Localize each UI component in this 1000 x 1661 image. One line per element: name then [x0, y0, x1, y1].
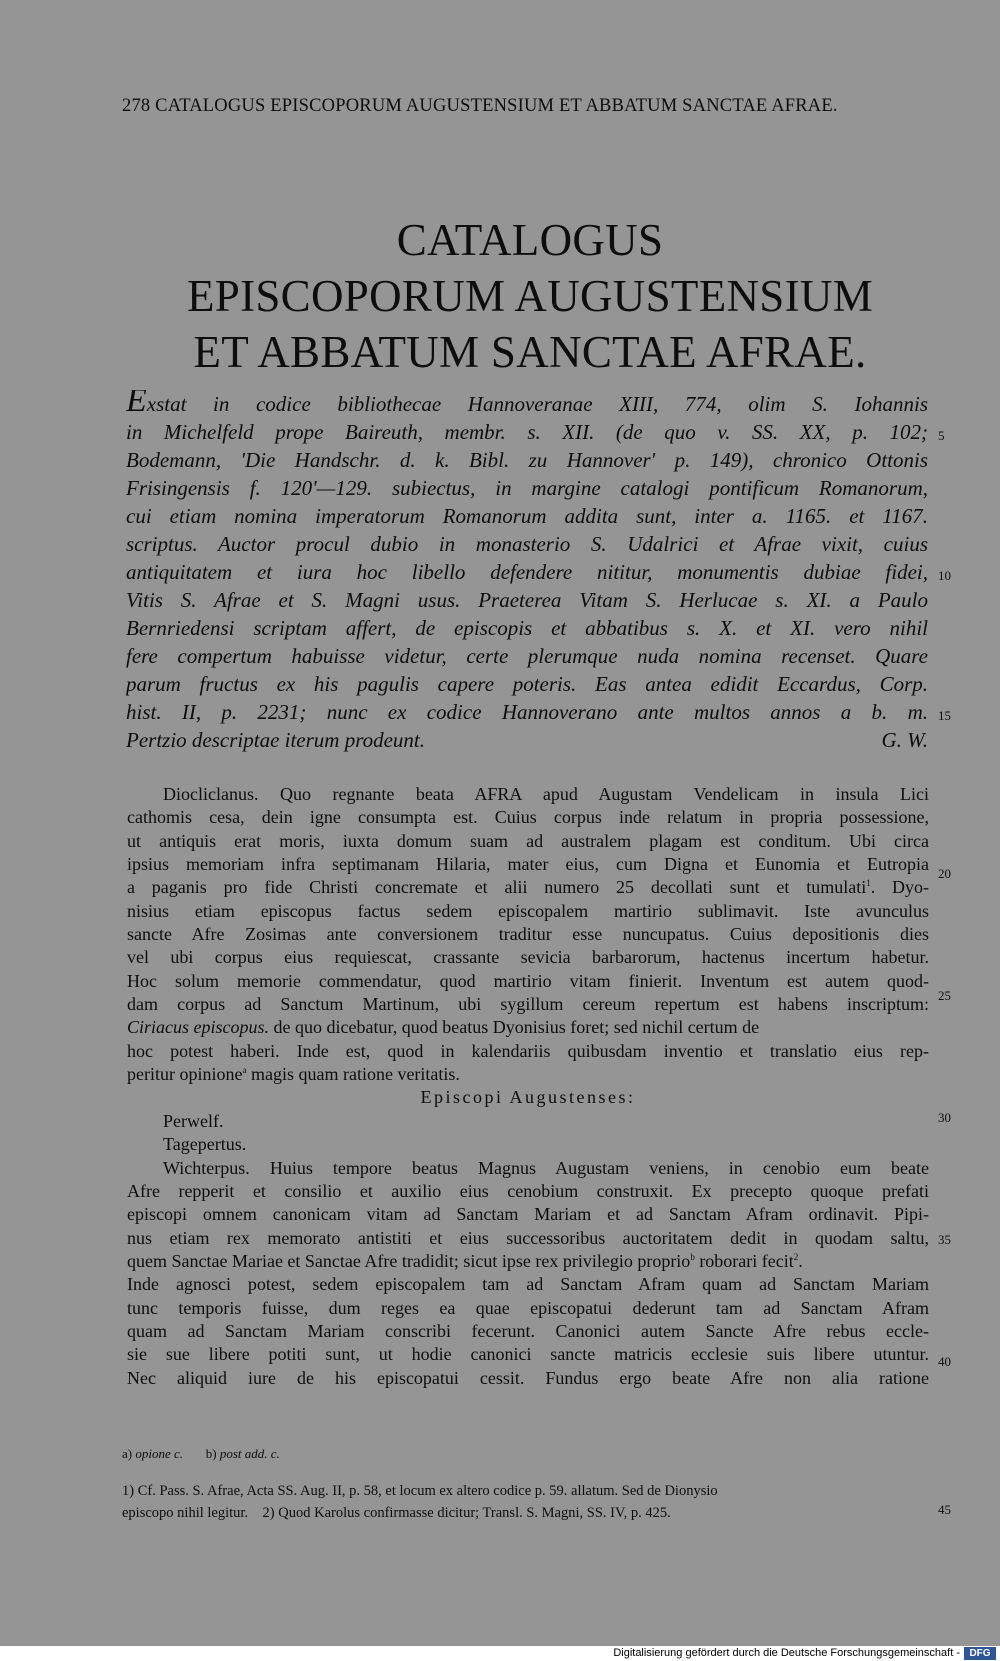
body-line: quam ad Sanctam Mariam conscribi fecerunt. Canonici autem Sancte Afre rebus eccle-	[127, 1320, 929, 1341]
body-line: quem Sanctae Mariae et Sanctae Afre tradidit; sicut ipse rex privilegio proprio$^b$ roborari fecit$^2$.	[127, 1250, 803, 1271]
body-line: hoc potest haberi. Inde est, quod in kalendariis quibusdam inventio et translatio eius rep-	[127, 1040, 929, 1061]
dfg-logo-icon: DFG	[964, 1647, 996, 1660]
footnote-ref: 2	[793, 1251, 799, 1262]
intro-line: cui etiam nomina imperatorum Romanorum addita sunt, inter a. 1165. et 1167.	[126, 504, 928, 528]
body-line: Hoc solum memorie commendatur, quod martirio vitam finierit. Inventum est autem quod-	[127, 970, 929, 991]
line-number: 5	[938, 428, 945, 443]
body-line: Ciriacus episcopus. de quo dicebatur, quod beatus Dyonisius foret; sed nichil certum de	[127, 1017, 760, 1038]
line-number: 45	[938, 1502, 951, 1517]
intro-line: in Michelfeld prope Baireuth, membr. s. XII. (de quo v. SS. XX, p. 102;	[126, 420, 928, 444]
intro-line-last: Pertzio descriptae iterum prodeunt. G. W.	[126, 728, 928, 752]
body-line: ut antiquis erat moris, iuxta domum suam ad australem plagam est conditum. Ubi circa	[127, 830, 929, 851]
line-number: 20	[938, 866, 951, 881]
section-heading: Episcopi Augustenses:	[420, 1087, 636, 1108]
running-head: 278 CATALOGUS EPISCOPORUM AUGUSTENSIUM ET ABBATUM SANCTAE AFRAE.	[122, 96, 838, 116]
footnote-line: episcopo nihil legitur. 2) Quod Karolus confirmasse dicitur; Transl. S. Magni, SS. IV, p. 425.	[122, 1505, 671, 1521]
bishop-name: Tagepertus.	[163, 1134, 247, 1155]
intro-line: Frisingensis f. 120'—129. subiectus, in margine catalogi pontificum Romanorum,	[126, 476, 928, 500]
body-line: Inde agnosci potest, sedem episcopalem tam ad Sanctam Afram quam ad Sanctam Mariam	[127, 1274, 929, 1295]
body-line: sie sue libere potiti sunt, ut hodie canonici sancte matricis ecclesie suis libere utuntur.	[127, 1344, 929, 1365]
title-line-2: EPISCOPORUM AUGUSTENSIUM	[186, 271, 874, 321]
title-line-1: CATALOGUS	[396, 215, 664, 265]
body-line: dam corpus ad Sanctum Martinum, ubi sygillum cereum repertum est habens inscriptum:	[127, 994, 929, 1015]
footnotes	[122, 1480, 926, 1524]
body-line: Nec aliquid iure de his episcopatui cessit. Fundus ergo beate Afre non alia ratione	[127, 1367, 929, 1388]
body-line: nisius etiam episcopus factus sedem episcopalem martirio sublimavit. Iste avunculus	[127, 900, 929, 921]
intro-line: Bernriedensi scriptam affert, de episcopis et abbatibus s. X. et XI. vero nihil	[126, 616, 928, 640]
footnote-ref: a	[242, 1065, 247, 1076]
footnote-line: 1) Cf. Pass. S. Afrae, Acta SS. Aug. II, p. 58, et locum ex altero codice p. 59. allatum. Sed de Dionysio	[122, 1483, 718, 1499]
body-line: Afre repperit et consilio et auxilio eius cenobium construxit. Ex precepto quoque prefati	[127, 1180, 929, 1201]
textual-notes: a) opione c. b) post add. c.	[122, 1446, 280, 1461]
footnote-ref: 1	[866, 878, 871, 889]
body-line: episcopi omnem canonicam vitam ad Sanctam Mariam et ad Sanctam Afram ordinavit. Pipi-	[127, 1204, 929, 1225]
body-line: sancte Afre Zosimas ante conversionem traditur esse nuncupatus. Cuius depositionis dies	[127, 924, 929, 945]
intro-line: parum fructus ex his pagulis capere poteris. Eas antea edidit Eccardus, Corp.	[126, 672, 928, 696]
intro-line: fere compertum habuisse videtur, certe plerumque nuda nomina recenset. Quare	[126, 644, 928, 668]
body-line: ipsius memoriam infra septimanam Hilaria, mater eius, cum Digna et Eunomia et Eutropia	[127, 854, 929, 875]
line-number: 15	[938, 708, 951, 723]
intro-line: antiquitatem et iura hoc libello defendere nititur, monumentis dubiae fidei,	[126, 560, 928, 584]
inscription-text: Ciriacus episcopus.	[127, 1017, 269, 1038]
line-number: 35	[938, 1232, 951, 1247]
dfg-credit: Digitalisierung gefördert durch die Deutsche Forschungsgemeinschaft -	[613, 1647, 960, 1659]
line-number: 40	[938, 1354, 951, 1369]
bishop-name: Perwelf.	[163, 1110, 224, 1131]
body-line: a paganis pro fide Christi concremate et alii numero 25 decollati sunt et tumulati$^1$. Dyo-	[127, 877, 929, 898]
intro-line: Vitis S. Afrae et S. Magni usus. Praeterea Vitam S. Herlucae s. XI. a Paulo	[126, 588, 928, 612]
footnote-ref: b	[690, 1251, 695, 1262]
main-text	[127, 783, 929, 1390]
intro-line: Bodemann, 'Die Handschr. d. k. Bibl. zu Hannover' p. 149), chronico Ottonis	[126, 448, 928, 472]
line-number: 10	[938, 568, 951, 583]
body-line: tunc temporis fuisse, dum reges ea quae episcopatui dederunt tam ad Sanctam Afram	[127, 1297, 929, 1318]
author-initials: G. W.	[881, 728, 928, 752]
intro-paragraph	[126, 390, 928, 754]
digitization-footer	[0, 1646, 1000, 1661]
intro-line: hist. II, p. 2231; nunc ex codice Hannoverano ante multos annos a b. m.	[126, 700, 928, 724]
body-line: Wichterpus. Huius tempore beatus Magnus Augustam veniens, in cenobio eum beate	[163, 1157, 929, 1178]
line-number: 30	[938, 1110, 951, 1125]
line-number: 25	[938, 988, 951, 1003]
title-block	[120, 212, 940, 380]
title-line-3: ET ABBATUM SANCTAE AFRAE.	[193, 327, 867, 377]
body-line: Diocliclanus. Quo regnante beata AFRA apud Augustam Vendelicam in insula Lici	[163, 784, 929, 804]
textual-note-b: post add. c.	[219, 1446, 280, 1461]
body-line: peritur opinione$^a$ magis quam ratione veritatis.	[127, 1064, 460, 1085]
intro-line: Exstat in codice bibliothecae Hannoveranae XIII, 774, olim S. Iohannis	[126, 390, 928, 418]
textual-note-a: opione c.	[135, 1446, 184, 1461]
body-line: nus etiam rex memorato antistiti et eius successoribus auctoritatem dedit in quodam saltu,	[127, 1227, 929, 1248]
body-line: cathomis cesa, dein igne consumpta est. Cuius corpus inde relatum in propria possessione,	[127, 807, 929, 828]
intro-line: scriptus. Auctor procul dubio in monasterio S. Udalrici et Afrae vixit, cuius	[126, 532, 928, 556]
drop-cap: E	[126, 390, 147, 418]
body-line: vel ubi corpus eius requiescat, crassante sevicia barbarorum, hactenus incertum habetur.	[127, 947, 929, 968]
